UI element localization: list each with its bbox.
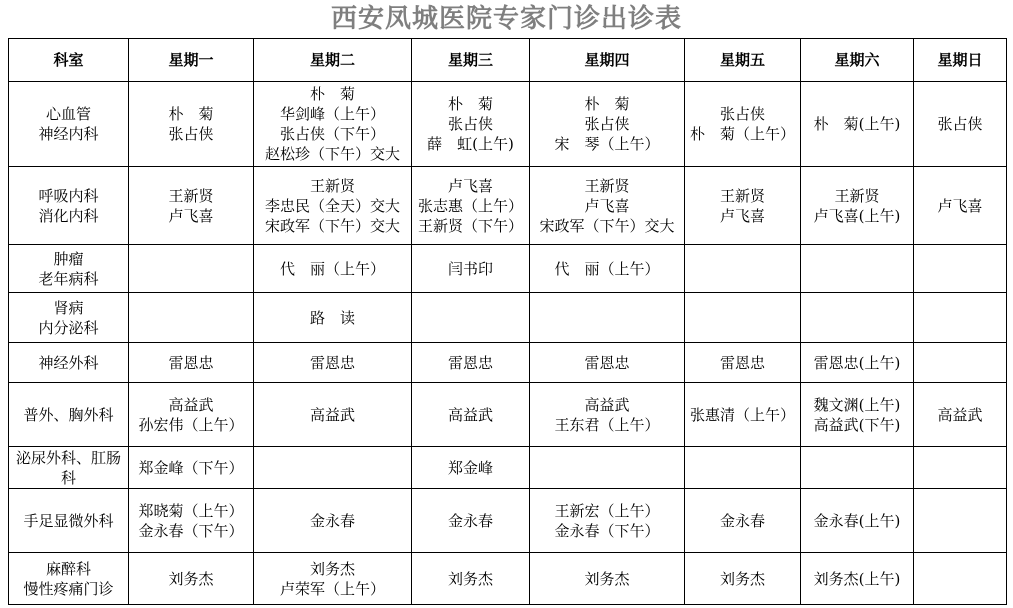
doctor-entry: 雷恩忠 xyxy=(309,353,355,372)
doctor-entry: 卢飞喜 xyxy=(584,196,630,215)
schedule-body xyxy=(9,82,1007,605)
table-row xyxy=(9,553,1007,605)
table-row xyxy=(9,447,1007,489)
schedule-cell xyxy=(412,343,530,383)
doctor-entry: 张占侠 xyxy=(447,115,493,133)
department-cell xyxy=(9,447,129,489)
header-cell-thu: 星期四 xyxy=(530,39,685,82)
doctor-entry: 代 丽（上午） xyxy=(279,259,385,278)
doctor-entry: 刘务杰 xyxy=(309,559,355,578)
doctor-entry: 郑金峰 xyxy=(447,458,493,477)
table-row xyxy=(9,245,1007,293)
department-label: 普外、胸外科 xyxy=(23,405,114,424)
department-cell xyxy=(9,343,129,383)
schedule-cell xyxy=(530,447,685,489)
header-cell-sat: 星期六 xyxy=(801,39,914,82)
department-cell xyxy=(9,383,129,447)
doctor-entry: 雷恩忠 xyxy=(168,353,214,372)
doctor-entry: 薛 虹(上午) xyxy=(427,135,514,153)
doctor-entry: 王新贤 xyxy=(309,176,355,195)
schedule-cell xyxy=(530,383,685,447)
schedule-cell xyxy=(412,447,530,489)
schedule-cell xyxy=(412,293,530,343)
schedule-cell xyxy=(530,293,685,343)
doctor-entry: 金永春(上午) xyxy=(813,511,901,530)
schedule-cell xyxy=(254,383,412,447)
schedule-cell xyxy=(530,245,685,293)
department-cell xyxy=(9,553,129,605)
doctor-entry: 雷恩忠(上午) xyxy=(813,353,901,372)
page-title: 西安凤城医院专家门诊出诊表 xyxy=(330,4,682,34)
department-label: 内分泌科 xyxy=(38,318,99,337)
schedule-cell xyxy=(129,245,254,293)
header-cell-wed: 星期三 xyxy=(412,39,530,82)
schedule-cell xyxy=(685,447,801,489)
schedule-cell xyxy=(412,553,530,605)
schedule-cell xyxy=(129,82,254,167)
doctor-entry: 王新贤 xyxy=(584,176,630,195)
schedule-cell xyxy=(412,167,530,245)
schedule-cell xyxy=(129,383,254,447)
schedule-cell xyxy=(254,167,412,245)
doctor-entry: 王新贤 xyxy=(168,186,214,205)
doctor-entry: 卢飞喜(上午) xyxy=(813,206,901,225)
doctor-entry: 张占侠 xyxy=(584,115,630,133)
doctor-entry: 王新宏（上午） xyxy=(554,501,660,520)
schedule-cell xyxy=(914,293,1007,343)
schedule-cell xyxy=(685,553,801,605)
doctor-entry: 李忠民（全天）交大 xyxy=(264,196,400,215)
doctor-entry: 刘务杰(上午) xyxy=(813,569,901,588)
department-cell xyxy=(9,489,129,553)
schedule-cell xyxy=(129,343,254,383)
doctor-entry: 王东君（上午） xyxy=(554,415,660,434)
table-row xyxy=(9,343,1007,383)
schedule-cell xyxy=(412,245,530,293)
doctor-entry: 高益武 xyxy=(447,405,493,424)
header-cell-mon: 星期一 xyxy=(129,39,254,82)
schedule-cell xyxy=(530,343,685,383)
department-label: 麻醉科 xyxy=(45,559,91,578)
schedule-cell xyxy=(685,343,801,383)
department-label: 老年病科 xyxy=(38,269,99,288)
doctor-entry: 宋政军（下午）交大 xyxy=(539,216,675,235)
doctor-entry: 王新贤 xyxy=(719,186,765,205)
department-label: 神经内科 xyxy=(38,125,99,143)
doctor-entry: 朴 菊 xyxy=(309,85,355,103)
doctor-entry: 郑晓菊（上午） xyxy=(138,501,244,520)
schedule-cell xyxy=(801,82,914,167)
doctor-entry: 金永春（下午） xyxy=(138,521,244,540)
schedule-cell xyxy=(254,553,412,605)
doctor-entry: 张志惠（上午） xyxy=(417,196,523,215)
doctor-entry: 卢飞喜 xyxy=(447,176,493,195)
schedule-cell xyxy=(129,489,254,553)
schedule-cell xyxy=(254,293,412,343)
schedule-cell xyxy=(801,343,914,383)
doctor-entry: 朴 菊 xyxy=(447,95,493,113)
doctor-entry: 金永春 xyxy=(447,511,493,530)
schedule-cell xyxy=(914,82,1007,167)
doctor-entry: 王新贤（下午） xyxy=(417,216,523,235)
schedule-cell xyxy=(254,82,412,167)
schedule-cell xyxy=(129,293,254,343)
schedule-cell xyxy=(685,167,801,245)
schedule-cell xyxy=(129,167,254,245)
department-label: 神经外科 xyxy=(38,353,99,372)
department-label: 泌尿外科、肛肠 xyxy=(15,448,121,467)
department-label: 消化内科 xyxy=(38,206,99,225)
doctor-entry: 雷恩忠 xyxy=(447,353,493,372)
doctor-entry: 高益武 xyxy=(168,395,214,414)
schedule-cell xyxy=(685,245,801,293)
schedule-cell xyxy=(254,343,412,383)
department-label: 肿瘤 xyxy=(53,249,84,268)
doctor-entry: 张占侠（下午） xyxy=(279,125,385,143)
department-label: 手足显微外科 xyxy=(23,511,114,530)
table-row xyxy=(9,167,1007,245)
header-cell-sun: 星期日 xyxy=(914,39,1007,82)
department-cell xyxy=(9,82,129,167)
schedule-cell xyxy=(412,489,530,553)
doctor-entry: 刘务杰 xyxy=(447,569,493,588)
doctor-entry: 雷恩忠 xyxy=(719,353,765,372)
table-row xyxy=(9,489,1007,553)
schedule-cell xyxy=(412,383,530,447)
schedule-cell xyxy=(412,82,530,167)
doctor-entry: 刘务杰 xyxy=(719,569,765,588)
doctor-entry: 孙宏伟（上午） xyxy=(138,415,244,434)
schedule-cell xyxy=(254,447,412,489)
schedule-cell xyxy=(801,245,914,293)
schedule-cell xyxy=(801,383,914,447)
department-label: 慢性疼痛门诊 xyxy=(23,579,114,598)
doctor-entry: 宋 琴（上午） xyxy=(554,135,660,153)
department-cell xyxy=(9,245,129,293)
doctor-entry: 高益武 xyxy=(937,405,983,424)
doctor-entry: 张占侠 xyxy=(168,125,214,143)
doctor-entry: 金永春（下午） xyxy=(554,521,660,540)
doctor-entry: 高益武(下午) xyxy=(813,415,901,434)
schedule-cell xyxy=(801,167,914,245)
header-cell-tue: 星期二 xyxy=(254,39,412,82)
doctor-entry: 路 读 xyxy=(309,308,355,327)
header-row xyxy=(9,39,1007,82)
schedule-cell xyxy=(530,82,685,167)
department-label: 呼吸内科 xyxy=(38,186,99,205)
doctor-entry: 卢飞喜 xyxy=(937,196,983,215)
doctor-entry: 刘务杰 xyxy=(584,569,630,588)
schedule-cell xyxy=(914,343,1007,383)
schedule-cell xyxy=(914,447,1007,489)
header-cell-dept: 科室 xyxy=(9,39,129,82)
doctor-entry: 朴 菊(上午) xyxy=(813,115,901,133)
doctor-entry: 雷恩忠 xyxy=(584,353,630,372)
schedule-cell xyxy=(685,383,801,447)
doctor-entry: 朴 菊 xyxy=(168,105,214,123)
schedule-cell xyxy=(129,553,254,605)
doctor-entry: 华剑峰（上午） xyxy=(279,105,385,123)
schedule-cell xyxy=(801,293,914,343)
doctor-entry: 卢荣军（上午） xyxy=(279,579,385,598)
schedule-cell xyxy=(914,167,1007,245)
department-label: 科 xyxy=(60,468,76,487)
header-cell-fri: 星期五 xyxy=(685,39,801,82)
schedule-cell xyxy=(254,245,412,293)
schedule-cell xyxy=(914,489,1007,553)
department-label: 肾病 xyxy=(53,298,84,317)
schedule-cell xyxy=(530,489,685,553)
doctor-entry: 赵松珍（下午）交大 xyxy=(264,145,400,163)
schedule-cell xyxy=(914,245,1007,293)
schedule-cell xyxy=(530,167,685,245)
doctor-entry: 高益武 xyxy=(584,395,630,414)
schedule-cell xyxy=(801,447,914,489)
schedule-cell xyxy=(914,553,1007,605)
department-cell xyxy=(9,293,129,343)
doctor-entry: 刘务杰 xyxy=(168,569,214,588)
doctor-entry: 朴 菊 xyxy=(584,95,630,113)
doctor-entry: 卢飞喜 xyxy=(719,206,765,225)
department-cell xyxy=(9,167,129,245)
doctor-entry: 卢飞喜 xyxy=(168,206,214,225)
doctor-entry: 高益武 xyxy=(309,405,355,424)
table-row xyxy=(9,293,1007,343)
schedule-cell xyxy=(129,447,254,489)
schedule-cell xyxy=(530,553,685,605)
doctor-entry: 王新贤 xyxy=(834,186,880,205)
doctor-entry: 郑金峰（下午） xyxy=(138,458,244,477)
doctor-entry: 张惠清（上午） xyxy=(689,405,795,424)
schedule-cell xyxy=(801,553,914,605)
doctor-entry: 金永春 xyxy=(309,511,355,530)
doctor-entry: 张占侠 xyxy=(719,105,765,123)
schedule-table xyxy=(8,38,1007,605)
table-row xyxy=(9,82,1007,167)
schedule-cell xyxy=(685,489,801,553)
schedule-cell xyxy=(254,489,412,553)
doctor-entry: 宋政军（下午）交大 xyxy=(264,216,400,235)
schedule-cell xyxy=(685,293,801,343)
department-label: 心血管 xyxy=(45,105,91,123)
schedule-cell xyxy=(801,489,914,553)
doctor-entry: 闫书印 xyxy=(447,259,493,278)
doctor-entry: 张占侠 xyxy=(937,115,983,133)
schedule-cell xyxy=(914,383,1007,447)
doctor-entry: 代 丽（上午） xyxy=(554,259,660,278)
schedule-cell xyxy=(685,82,801,167)
doctor-entry: 朴 菊（上午） xyxy=(689,125,795,143)
doctor-entry: 魏文渊(上午) xyxy=(813,395,901,414)
table-row xyxy=(9,383,1007,447)
doctor-entry: 金永春 xyxy=(719,511,765,530)
